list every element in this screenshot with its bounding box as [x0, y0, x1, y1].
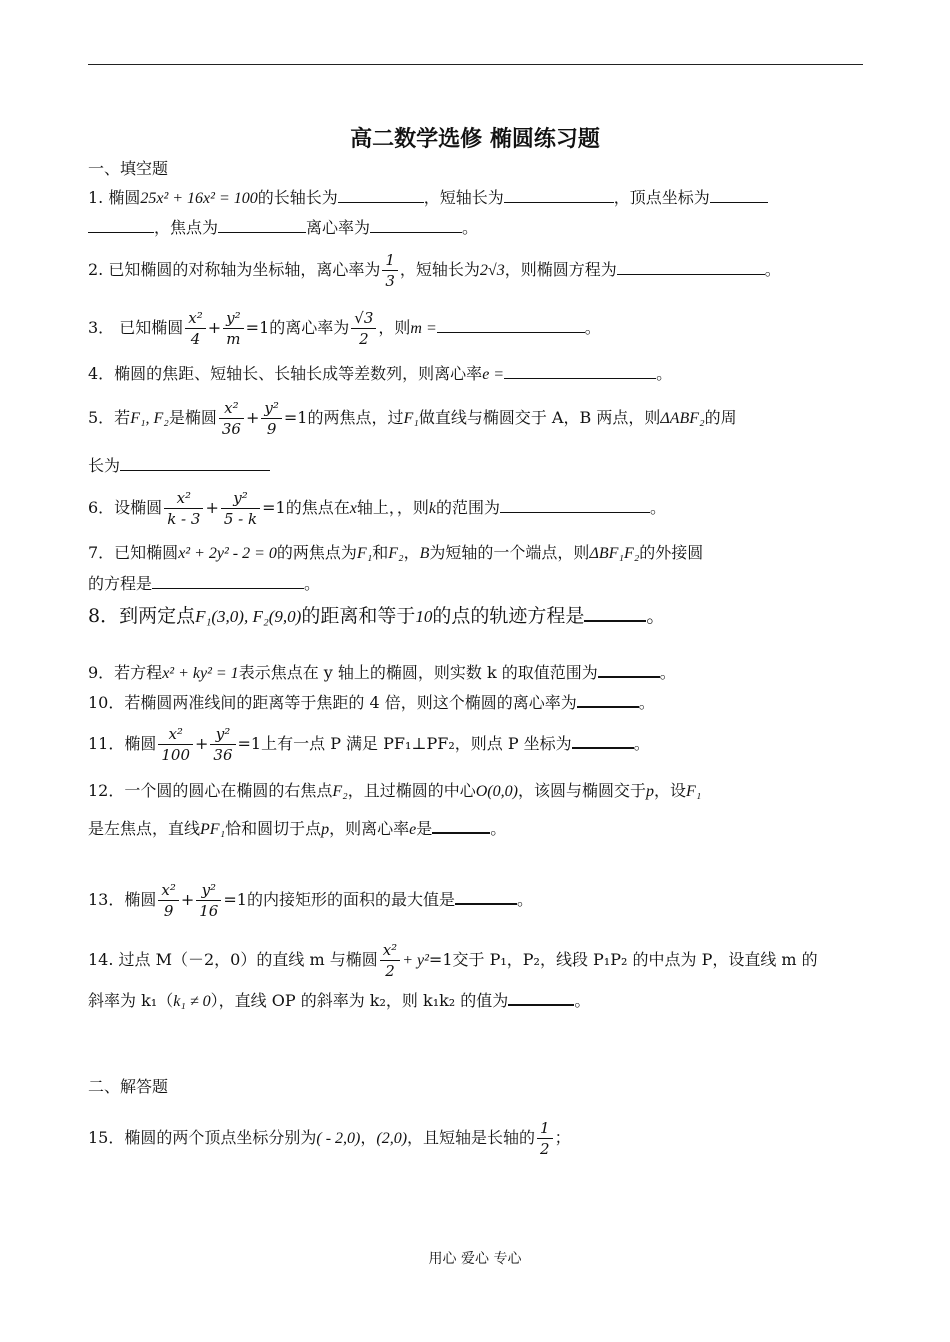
- question-6: 6．设椭圆 $\frac{\text{x²}}{k - 3}$ + $\frac{\text{y²}}{5 - k}$ =1的焦点在x轴上，，则k的范围为 。: [88, 489, 666, 528]
- question-13: 13．椭圆 $\frac{\text{x²}}{9}$ + $\frac{\text{y²}}{16}$ =1的内接矩形的面积的最大值是 。: [88, 881, 533, 920]
- question-14-cont: 斜率为 k₁（k₁ ≠ 0），直线 OP 的斜率为 k₂，则 k₁k₂ 的值为 。: [88, 988, 590, 1013]
- question-12-cont: 是左焦点，直线PF₁恰和圆切于点p，则离心率e是 。: [88, 816, 506, 841]
- question-9: 9．若方程x² + ky² = 1表示焦点在 y 轴上的椭圆，则实数 k 的取值范围为 。: [88, 660, 676, 685]
- question-1-cont: ，焦点为 离心率为 。: [88, 216, 478, 239]
- question-15: 15．椭圆的两个顶点坐标分别为( - 2,0)，(2,0)，且短轴是长轴的 $\frac{1}{2}$ ；: [88, 1119, 571, 1158]
- question-7: 7．已知椭圆x² + 2y² - 2 = 0的两焦点为F₁和F₂，B为短轴的一个端点，则ΔBF₁F₂的外接圆: [88, 543, 704, 562]
- fraction: $\frac{1}{3}$: [382, 250, 398, 291]
- question-5: 5．若F₁, F₂是椭圆 $\frac{\text{x²}}{36}$ + $\frac{\text{y²}}{9}$ =1的两焦点，过F₁做直线与椭圆交于 A，B 两点，则ΔABF₂的周: [88, 399, 737, 438]
- section-fill-in: 一、填空题: [88, 159, 169, 178]
- page-title: 高二数学选修 椭圆练习题: [350, 127, 600, 152]
- question-10: 10．若椭圆两准线间的距离等于焦距的 4 倍，则这个椭圆的离心率为 。: [88, 690, 655, 714]
- question-5-cont: 长为: [88, 454, 270, 477]
- question-7-cont: 的方程是 。: [88, 574, 321, 593]
- question-1: 1. 椭圆25x² + 16x² = 100的长轴长为 ，短轴长为 ，顶点坐标为: [88, 186, 768, 210]
- question-3: 3． 已知椭圆 $\frac{\text{x²}}{4}$ + $\frac{\text{y²}}{m}$ =1的离心率为 $\frac{√3}{2}$ ，则m = 。: [88, 309, 601, 348]
- question-2: 2. 已知椭圆的对称轴为坐标轴，离心率为 $\frac{1}{3}$ ，短轴长为2√3，则椭圆方程为 。: [88, 251, 781, 290]
- question-8: 8．到两定点F₁(3,0), F₂(9,0)的距离和等于10的点的轨迹方程是 。: [88, 605, 666, 627]
- page-footer: 用心 爱心 专心: [428, 1251, 522, 1267]
- question-11: 11．椭圆 $\frac{\text{x²}}{100}$ + $\frac{\text{y²}}{36}$ =1上有一点 P 满足 PF₁⊥PF₂，则点 P 坐标为 。: [88, 725, 650, 764]
- question-4: 4．椭圆的焦距、短轴长、长轴长成等差数列，则离心率e = 。: [88, 364, 673, 383]
- section-answer: 二、解答题: [88, 1077, 169, 1096]
- top-rule: [88, 64, 863, 65]
- question-12: 12．一个圆的圆心在椭圆的右焦点F₂，且过椭圆的中心O(0,0)，该圆与椭圆交于p，设F₁: [88, 781, 702, 800]
- question-14: 14. 过点 M（－2，0）的直线 m 与椭圆 $\frac{\text{x²}}{2}$ + y²=1交于 P₁，P₂，线段 P₁P₂ 的中点为 P，设直线 m 的: [88, 941, 818, 980]
